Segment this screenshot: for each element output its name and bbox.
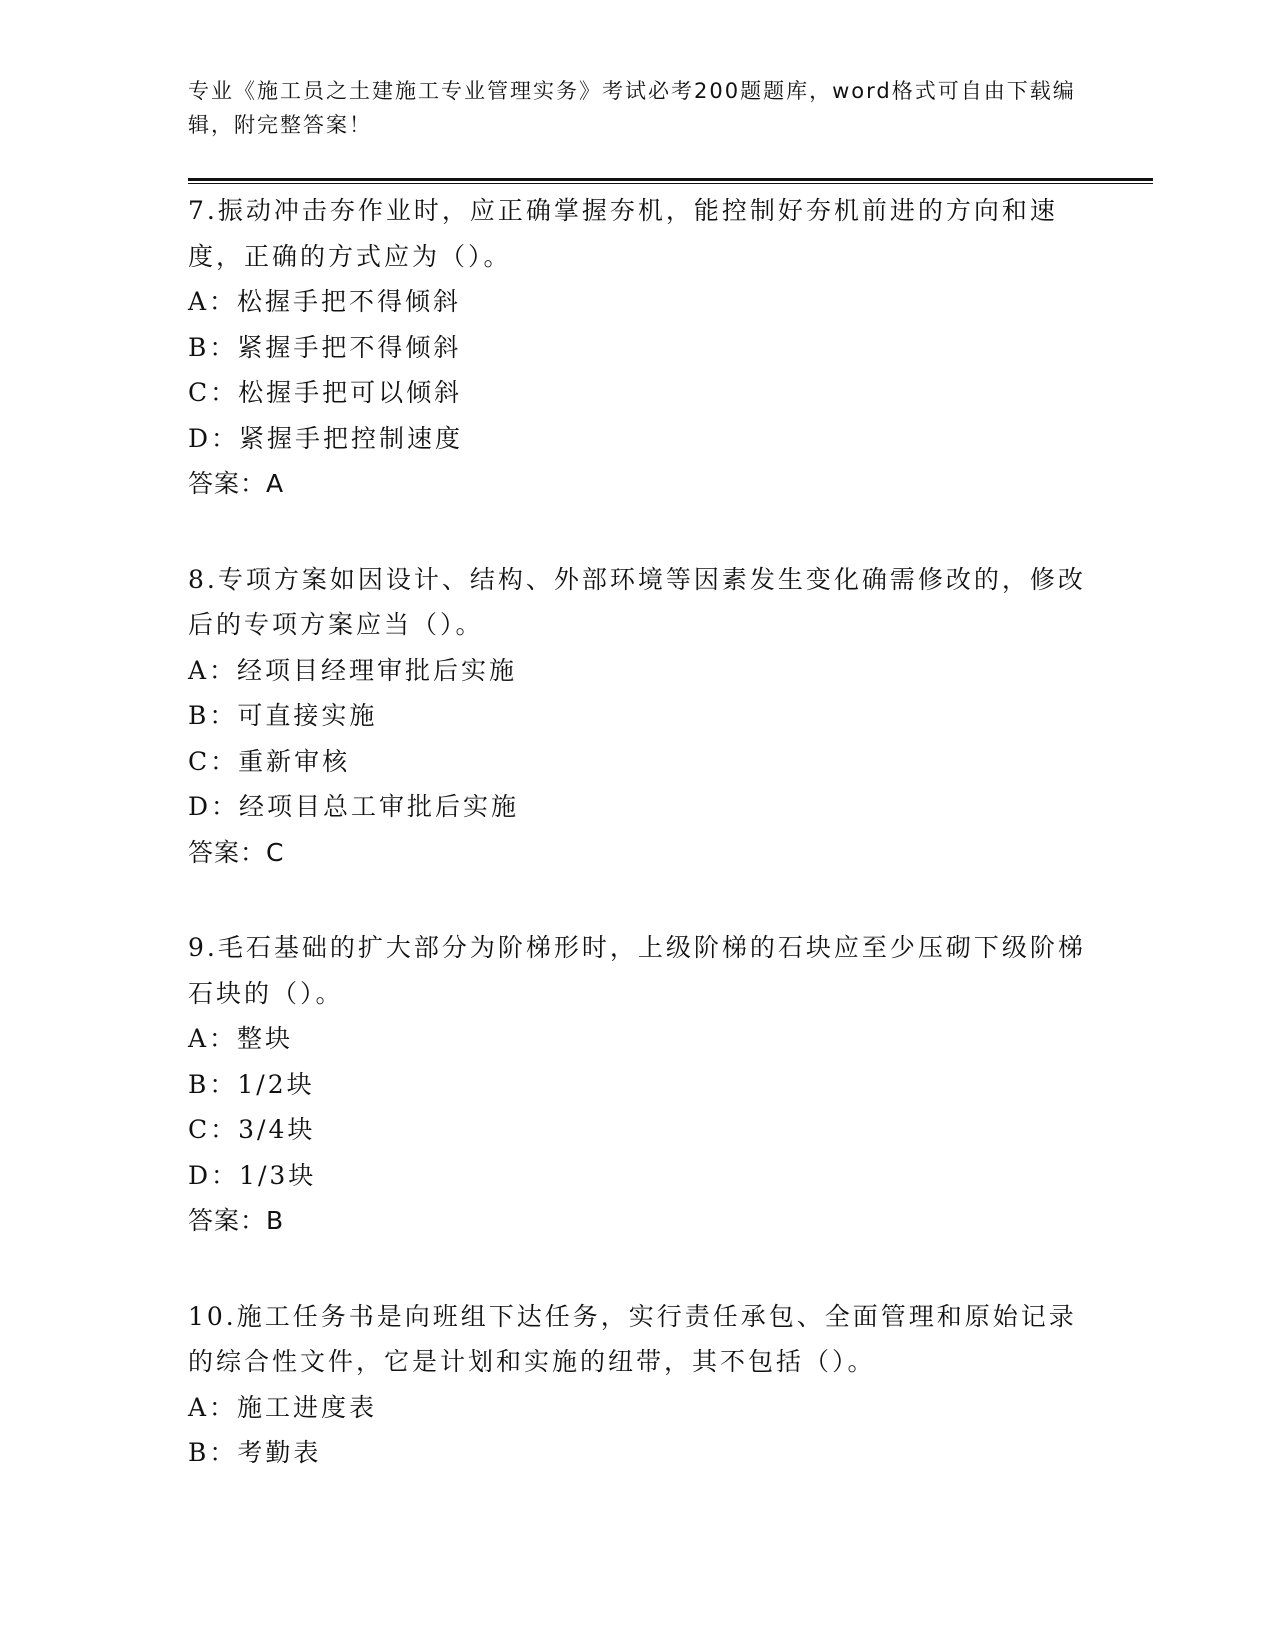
option-c: C：松握手把可以倾斜 <box>188 378 463 407</box>
question-text: 10.施工任务书是向班组下达任务，实行责任承包、全面管理和原始记录的综合性文件，它是计划和实施的纽带，其不包括（）。 <box>188 1301 1077 1376</box>
question-text: 9.毛石基础的扩大部分为阶梯形时，上级阶梯的石块应至少压砌下级阶梯石块的（）。 <box>188 933 1086 1008</box>
option-b: B：可直接实施 <box>188 701 378 730</box>
option-b: B：1/2块 <box>188 1069 315 1099</box>
document-header: 专业《施工员之土建施工专业管理实务》考试必考200题题库，word格式可自由下载编辑，附完整答案！ <box>188 79 1076 137</box>
option-a: A：施工进度表 <box>188 1392 378 1422</box>
option-a: A：整块 <box>188 1024 294 1053</box>
answer: 答案：B <box>188 1206 285 1235</box>
option-c: C：重新审核 <box>188 746 351 776</box>
question-10 <box>188 1294 1088 1476</box>
question-7 <box>188 188 1088 507</box>
option-c: C：3/4块 <box>188 1115 316 1144</box>
question-text: 8.专项方案如因设计、结构、外部环境等因素发生变化确需修改的，修改后的专项方案应当（）。 <box>188 564 1086 639</box>
header-rule-thin <box>188 183 1153 184</box>
option-d: D：1/3块 <box>188 1160 317 1190</box>
option-a: A：经项目经理审批后实施 <box>188 655 518 685</box>
option-b: B：考勤表 <box>188 1438 322 1467</box>
answer: 答案：A <box>188 469 285 498</box>
answer: 答案：C <box>188 837 285 867</box>
option-b: B：紧握手把不得倾斜 <box>188 332 462 362</box>
question-text: 7.振动冲击夯作业时，应正确掌握夯机，能控制好夯机前进的方向和速度，正确的方式应为（）。 <box>188 196 1058 271</box>
option-d: D：经项目总工审批后实施 <box>188 792 520 821</box>
question-8 <box>188 557 1088 876</box>
question-list <box>188 188 1088 1526</box>
question-9 <box>188 925 1088 1244</box>
option-d: D：紧握手把控制速度 <box>188 423 464 453</box>
header-rule-thick <box>188 178 1153 181</box>
option-a: A：松握手把不得倾斜 <box>188 287 462 316</box>
